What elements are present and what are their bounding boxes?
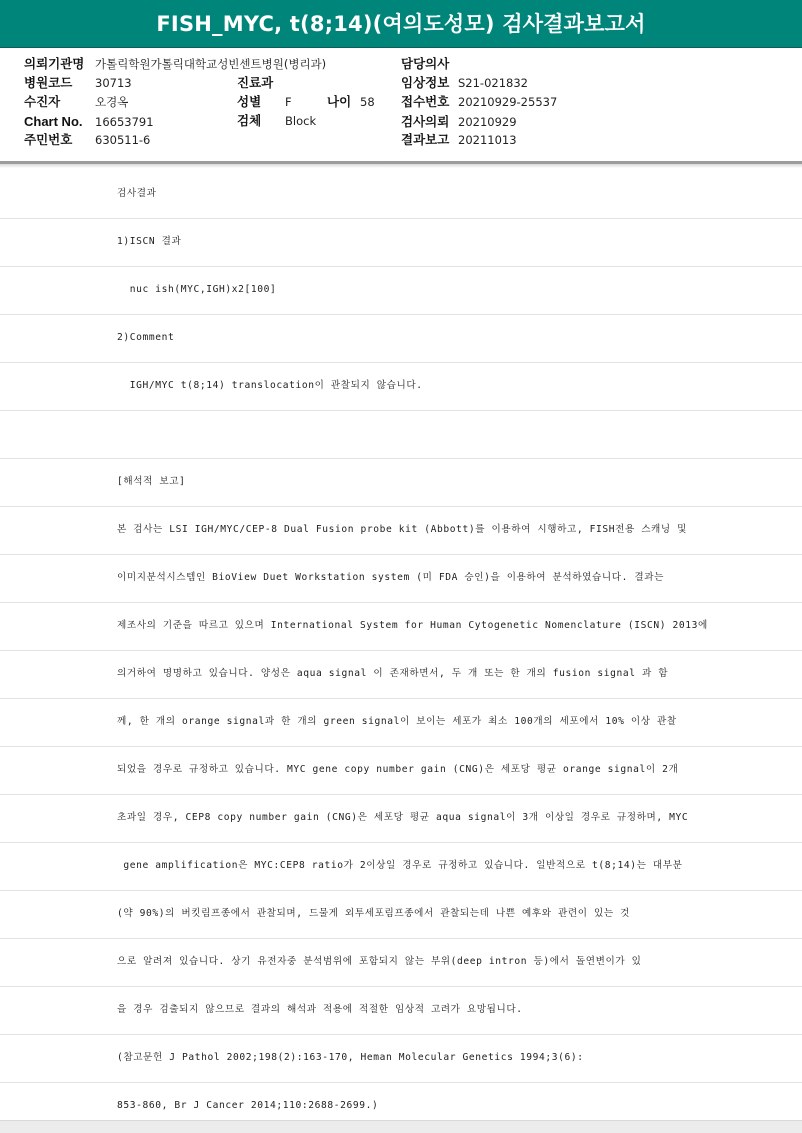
report-line-text: 이미지분석시스템인 BioView Duet Workstation system (미 FDA 승인)을 이용하여 분석하였습니다. 결과는 xyxy=(117,572,664,583)
report-line xyxy=(0,842,802,891)
age-value: 58 xyxy=(360,95,375,109)
report-line-text: [해석적 보고] xyxy=(117,476,186,487)
report-line-text: 의거하여 명명하고 있습니다. 양성은 aqua signal 이 존재하면서, 두 개 또는 한 개의 fusion signal 과 함 xyxy=(117,668,669,679)
report-line-text: 1)ISCN 결과 xyxy=(117,236,182,247)
hospital-code-label: 병원코드 xyxy=(24,75,73,90)
report-line xyxy=(0,554,802,603)
report-line-text: nuc ish(MYC,IGH)x2[100] xyxy=(117,284,277,295)
horizontal-scrollbar[interactable] xyxy=(0,1120,802,1133)
report-line xyxy=(0,1034,802,1083)
sex-value: F xyxy=(285,95,292,109)
report-line xyxy=(0,938,802,987)
report-date-value: 20211013 xyxy=(458,133,517,147)
report-line-text: (참고문헌 J Pathol 2002;198(2):163-170, Heman Molecular Genetics 1994;3(6): xyxy=(117,1052,584,1063)
resident-no-value: 630511-6 xyxy=(95,133,151,147)
institution-value: 가톨릭학원가톨릭대학교성빈센트병원(병리과) xyxy=(95,57,327,71)
report-line-text: 께, 한 개의 orange signal과 한 개의 green signal이 보이는 세포가 최소 100개의 세포에서 10% 이상 관찰 xyxy=(117,716,677,727)
resident-no-label: 주민번호 xyxy=(24,132,73,147)
report-line xyxy=(0,410,802,459)
report-line xyxy=(0,890,802,939)
report-line xyxy=(0,218,802,267)
physician-label: 담당의사 xyxy=(401,56,450,71)
request-date-value: 20210929 xyxy=(458,115,517,129)
report-line-text: 으로 알려져 있습니다. 상기 유전자중 분석범위에 포함되지 않는 부위(deep intron 등)에서 돌연변이가 있 xyxy=(117,956,642,967)
report-line-text: gene amplification은 MYC:CEP8 ratio가 2이상일 경우로 규정하고 있습니다. 일반적으로 t(8;14)는 대부분 xyxy=(117,860,683,871)
report-line-text: 제조사의 기준을 따르고 있으며 International System for Human Cytogenetic Nomenclature (ISCN) 2013에 xyxy=(117,620,708,631)
report-line-text: 본 검사는 LSI IGH/MYC/CEP-8 Dual Fusion probe kit (Abbott)를 이용하여 시행하고, FISH전용 스캐닝 및 xyxy=(117,524,688,535)
report-line-text: (약 90%)의 버킷림프종에서 관찰되며, 드물게 외투세포림프종에서 관찰되는데 나쁜 예후와 관련이 있는 것 xyxy=(117,908,630,919)
hospital-code-value: 30713 xyxy=(95,76,132,90)
report-body xyxy=(0,170,802,1118)
report-line xyxy=(0,602,802,651)
report-line xyxy=(0,698,802,747)
receipt-no-value: 20210929-25537 xyxy=(458,95,558,109)
report-line xyxy=(0,986,802,1035)
header-divider-shadow xyxy=(0,164,802,168)
institution-label: 의뢰기관명 xyxy=(24,56,85,71)
report-date-label: 결과보고 xyxy=(401,132,450,147)
report-line xyxy=(0,266,802,315)
report-line-text: 2)Comment xyxy=(117,332,175,343)
report-line-text: IGH/MYC t(8;14) translocation이 관찰되지 않습니다. xyxy=(117,380,423,391)
report-line xyxy=(0,746,802,795)
chart-no-label: Chart No. xyxy=(24,114,83,129)
report-line xyxy=(0,314,802,363)
receipt-no-label: 접수번호 xyxy=(401,94,450,109)
report-line xyxy=(0,170,802,219)
report-line-text: 되었을 경우로 규정하고 있습니다. MYC gene copy number gain (CNG)은 세포당 평균 orange signal이 2개 xyxy=(117,764,679,775)
examinee-label: 수진자 xyxy=(24,94,61,109)
age-label: 나이 xyxy=(327,94,352,109)
sex-label: 성별 xyxy=(237,94,262,109)
specimen-label: 검체 xyxy=(237,113,262,128)
clinical-info-label: 임상정보 xyxy=(401,75,450,90)
report-line xyxy=(0,650,802,699)
report-line-text: 검사결과 xyxy=(117,188,157,199)
report-line-text: 을 경우 검출되지 않으므로 결과의 해석과 적용에 적절한 임상적 고려가 요망됩니다. xyxy=(117,1004,523,1015)
report-line-text: 853-860, Br J Cancer 2014;110:2688-2699.) xyxy=(117,1100,379,1111)
report-line-text: 초과일 경우, CEP8 copy number gain (CNG)은 세포당 평균 aqua signal이 3개 이상일 경우로 규정하며, MYC xyxy=(117,812,689,823)
chart-no-value: 16653791 xyxy=(95,115,154,129)
request-date-label: 검사의뢰 xyxy=(401,114,450,129)
department-label: 진료과 xyxy=(237,75,274,90)
patient-info-panel xyxy=(0,48,802,161)
report-title: FISH_MYC, t(8;14)(여의도성모) 검사결과보고서 xyxy=(0,0,802,48)
report-line xyxy=(0,506,802,555)
report-line xyxy=(0,362,802,411)
specimen-value: Block xyxy=(285,114,317,128)
report-line xyxy=(0,458,802,507)
clinical-info-value: S21-021832 xyxy=(458,76,528,90)
report-line xyxy=(0,794,802,843)
examinee-value: 오경옥 xyxy=(95,95,129,109)
